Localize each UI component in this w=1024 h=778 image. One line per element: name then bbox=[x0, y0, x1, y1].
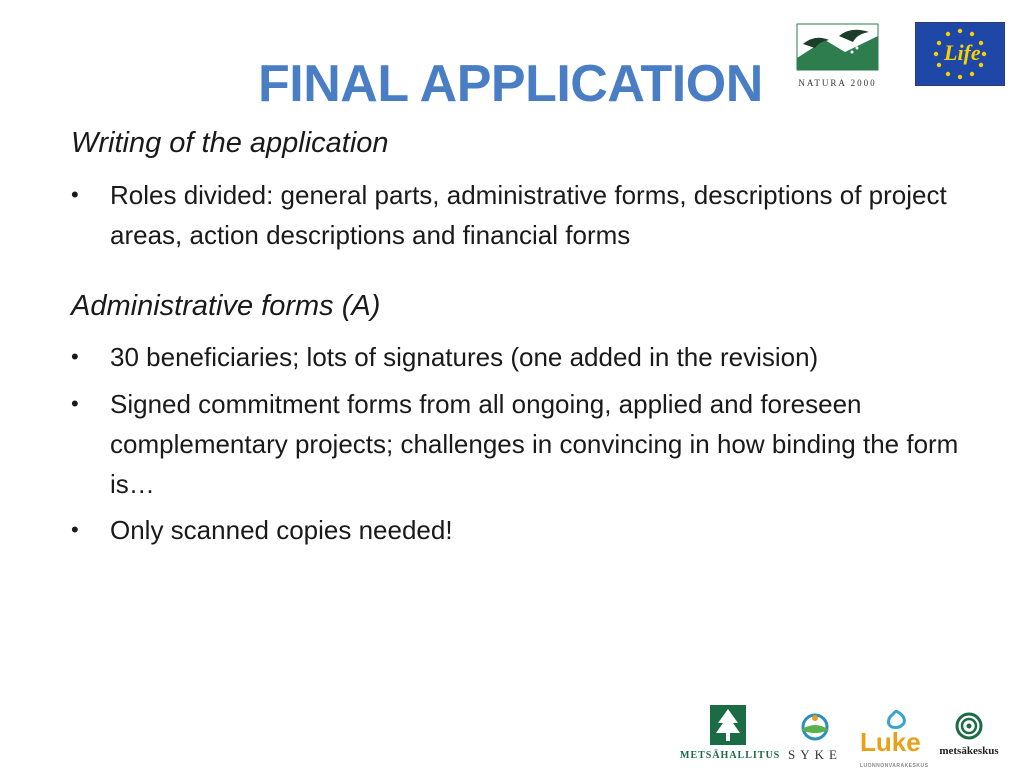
bullet-item bbox=[71, 337, 961, 377]
bullet-text: Only scanned copies needed! bbox=[110, 515, 453, 545]
bullet-icon: • bbox=[71, 517, 79, 542]
luke-label: Luke bbox=[860, 727, 921, 757]
metsakeskus-label: metsäkeskus bbox=[939, 745, 999, 757]
bullet-text: Roles divided: general parts, administrative forms, descriptions of project areas, action descriptions and financial forms bbox=[110, 180, 947, 250]
metsahallitus-tree-icon bbox=[710, 705, 746, 745]
natura-2000-label: NATURA 2000 bbox=[798, 78, 877, 88]
life-label: Life bbox=[944, 40, 981, 65]
slide-title: FINAL APPLICATION bbox=[258, 55, 763, 113]
section-heading-administrative: Administrative forms (A) bbox=[71, 290, 381, 322]
bullet-icon: • bbox=[71, 182, 79, 207]
metsakeskus-rings-icon bbox=[955, 712, 983, 740]
bullet-item bbox=[71, 175, 961, 255]
eu-life-logo bbox=[915, 22, 1005, 86]
metsahallitus-label: METSÄHALLITUS bbox=[680, 750, 781, 761]
syke-label: SYKE bbox=[788, 747, 842, 762]
metsahallitus-logo bbox=[680, 705, 781, 761]
bullet-icon: • bbox=[71, 344, 79, 369]
syke-wave-icon bbox=[795, 712, 835, 742]
bullet-text: 30 beneficiaries; lots of signatures (one added in the revision) bbox=[110, 342, 819, 372]
natura-2000-emblem bbox=[795, 18, 880, 74]
natura-2000-logo bbox=[795, 18, 880, 88]
bullet-item bbox=[71, 384, 961, 504]
bullet-item bbox=[71, 510, 961, 550]
syke-logo bbox=[785, 712, 845, 763]
luke-sublabel: LUONNONVARAKESKUS bbox=[860, 763, 929, 769]
bullet-icon: • bbox=[71, 391, 79, 416]
metsakeskus-logo bbox=[928, 712, 1010, 757]
bullet-text: Signed commitment forms from all ongoing, applied and foreseen complementary projects; challenges in convincing in how binding the form is… bbox=[110, 389, 959, 499]
section-heading-writing: Writing of the application bbox=[71, 127, 389, 159]
